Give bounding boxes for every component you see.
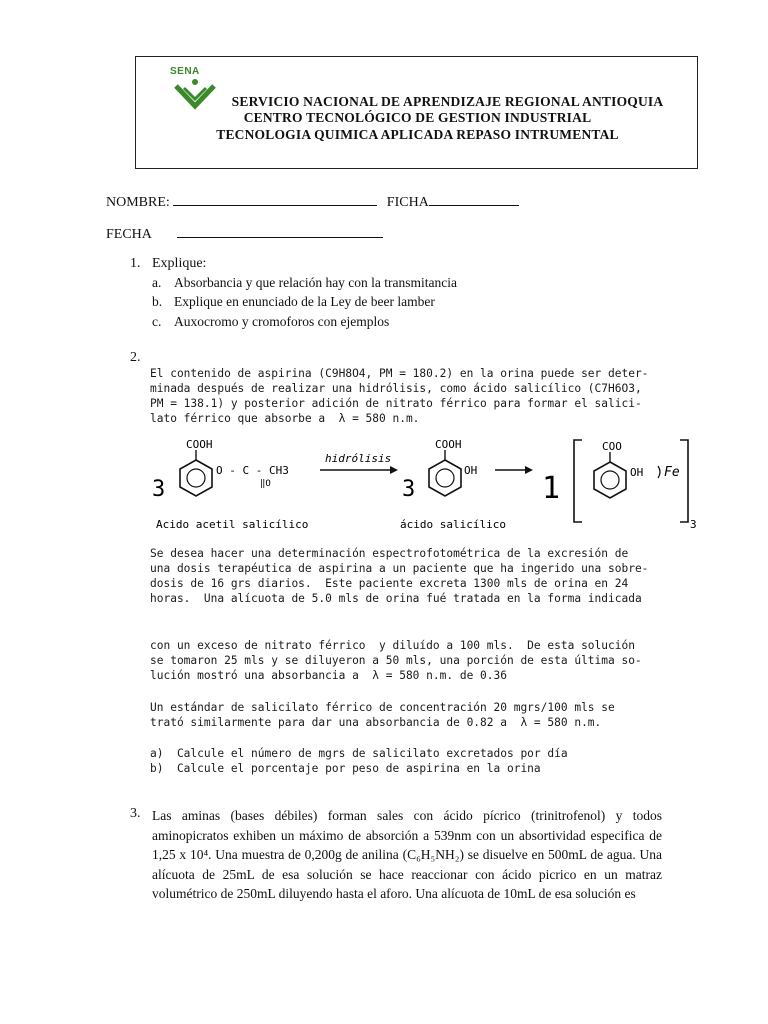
fecha-label: FECHA — [106, 227, 152, 242]
q2-body-line: lución mostró una absorbancia a λ = 580 n.m. de 0.36 — [150, 669, 507, 682]
fe-label: Fe — [664, 465, 680, 480]
q2-body-line: con un exceso de nitrato férrico y diluído a 100 mls. De esta solución — [150, 639, 635, 652]
nombre-blank[interactable] — [173, 193, 377, 206]
q1-item-c: Auxocromo y cromoforos con ejemplos — [174, 314, 390, 329]
q2-number: 2. — [130, 350, 141, 365]
aromatic-circle-2 — [436, 469, 454, 487]
q2-body-line: Se desea hacer una determinación espectrofotométrica de la excresión de — [150, 547, 629, 560]
q2-body-1 — [150, 546, 710, 606]
q2-intro — [150, 366, 710, 426]
logo-text: SENA — [170, 66, 200, 77]
q1-item-a-letter: a. — [152, 275, 162, 290]
arrow-head-1 — [390, 466, 398, 474]
q1-item-b: Explique en enunciado de la Ley de beer lamber — [174, 294, 435, 309]
oh-label-1: OH — [464, 464, 478, 477]
coef-1: 3 — [152, 477, 166, 502]
q3-text: Las aminas (bases débiles) forman sales con ácido pícrico (trinitrofenol) y todos aminopicratos exhiben un máximo de absorción a 539nm con un absortividad especifica de 1,25 x 10⁴. Una muestra de 0,200g de anilina (C₆H₅NH₂) se disuelve en 500mL de agua. Una alícuota de 25mL de esa solución se hace reaccionar con ácido picrico en un matraz volumétrico de 250mL diluyendo hasta el aforo. Una alícuota de 10mL de esa solución es — [152, 808, 662, 901]
reactant-name: Acido acetil salicílico — [156, 518, 309, 531]
oh-label-2: OH — [630, 466, 644, 479]
q2-intro-line: PM = 138.1) y posterior adición de nitrato férrico para formar el salici- — [150, 397, 642, 410]
carbonyl-o: ‖O — [260, 479, 271, 489]
benzene-ring-2 — [429, 460, 461, 496]
q2-intro-line: minada después de realizar una hidrólisis, como ácido salicílico (C7H6O3, — [150, 382, 642, 395]
ficha-blank[interactable] — [429, 193, 519, 206]
arrow-head-2 — [525, 466, 533, 474]
q1-title: Explique: — [152, 256, 207, 271]
nombre-label: NOMBRE: — [106, 195, 170, 210]
q2-body-line: una dosis terapéutica de aspirina a un paciente que ha ingerido una sobre- — [150, 562, 649, 575]
q2-body-line: horas. Una alícuota de 5.0 mls de orina fué tratada en la forma indicada — [150, 592, 642, 605]
benzene-ring-1 — [180, 460, 212, 496]
q1-number: 1. — [130, 256, 141, 271]
q2-body-line: se tomaron 25 mls y se diluyeron a 50 mls, una porción de esta última so- — [150, 654, 642, 667]
q2-intro-line: El contenido de aspirina (C9H8O4, PM = 180.2) en la orina puede ser deter- — [150, 367, 649, 380]
coef-2: 3 — [402, 477, 416, 502]
q2-body-3 — [150, 700, 710, 730]
fecha-field — [106, 225, 383, 243]
q2-questions — [150, 746, 710, 776]
right-bracket — [680, 440, 688, 522]
bracket-subscript: 3 — [690, 518, 697, 531]
reaction-scheme — [150, 436, 710, 536]
q2-body-line: dosis de 16 grs diarios. Este paciente excreta 1300 mls de orina en 24 — [150, 577, 629, 590]
coef-3: 1 — [542, 471, 561, 506]
q1-item-a: Absorbancia y que relación hay con la transmitancia — [174, 275, 458, 290]
fecha-blank[interactable] — [177, 225, 383, 238]
left-bracket — [574, 440, 582, 522]
q2-intro-line: lato férrico que absorbe a λ = 580 n.m. — [150, 412, 420, 425]
q2-question-b: b) Calcule el porcentaje por peso de aspirina en la orina — [150, 762, 541, 775]
product-name: ácido salicílico — [400, 518, 506, 531]
cooh-label-2: COOH — [435, 438, 462, 451]
q1-item-c-letter: c. — [152, 314, 162, 329]
ficha-label: FICHA — [386, 195, 429, 210]
q2-body-line: trató similarmente para dar una absorbancia de 0.82 a λ = 580 n.m. — [150, 716, 602, 729]
aromatic-circle-3 — [601, 471, 619, 489]
header-line-1: SERVICIO NACIONAL DE APRENDIZAJE REGIONAL ANTIOQUIA — [231, 94, 664, 109]
coo-label: COO — [602, 440, 622, 453]
q3-number: 3. — [130, 806, 141, 821]
q2-question-a: a) Calcule el número de mgrs de salicilato excretados por día — [150, 747, 568, 760]
header-line-2: CENTRO TECNOLÓGICO DE GESTION INDUSTRIAL — [243, 110, 592, 125]
cooh-label-1: COOH — [186, 438, 213, 451]
chelate-bond — [658, 466, 660, 478]
aromatic-circle-1 — [187, 469, 205, 487]
q2-body-2 — [150, 638, 710, 683]
arrow-label: hidrólisis — [325, 452, 392, 465]
q2-body-line: Un estándar de salicilato férrico de concentración 20 mgrs/100 mls se — [150, 701, 615, 714]
nombre-field — [106, 193, 519, 211]
ester-group: O - C - CH3 — [216, 464, 289, 477]
benzene-ring-3 — [594, 462, 626, 498]
header-line-3: TECNOLOGIA QUIMICA APLICADA REPASO INTRUMENTAL — [216, 127, 619, 142]
q1-item-b-letter: b. — [152, 294, 163, 309]
